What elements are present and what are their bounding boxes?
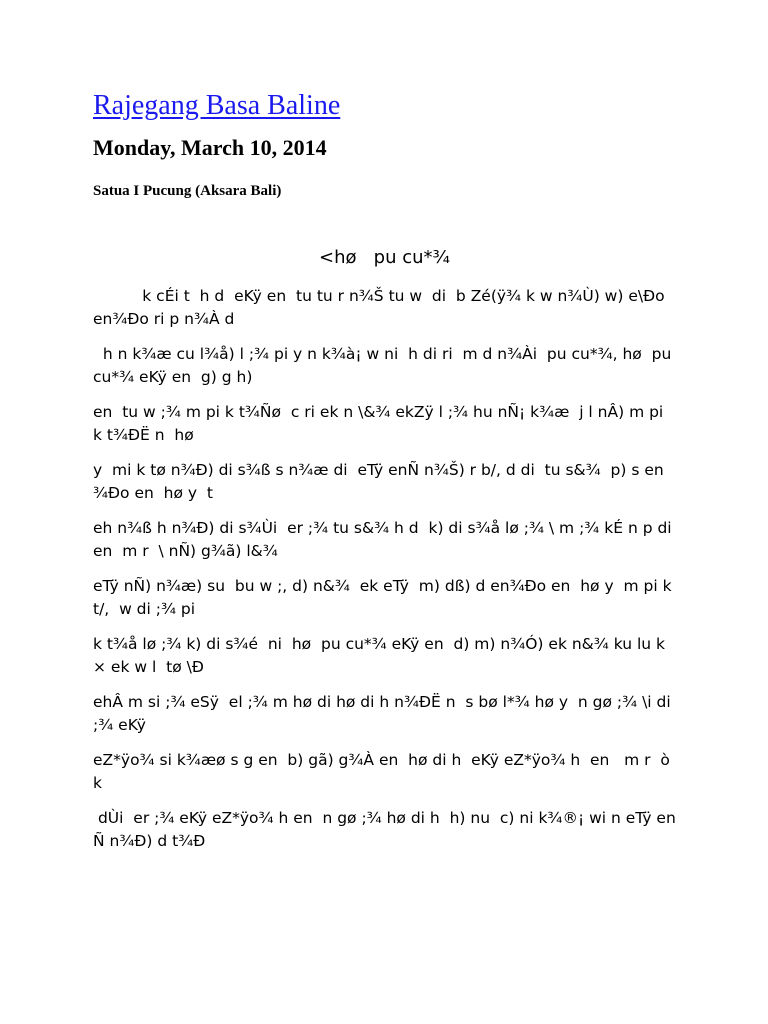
paragraph: y mi k tø n¾Ð) di s¾ß s n¾æ di eTÿ enÑ n¾Š) r b/, d di tu s&¾ p) s en¾Ðo en hø y t bbox=[93, 461, 664, 502]
story-title: <hø pu cu*¾ bbox=[319, 247, 450, 268]
paragraph: k cÉi t h d eKÿ en tu tu r n¾Š tu w di b Zé(ÿ¾ k w n¾Ù) w) e\Ðo en¾Ðo ri p n¾À d bbox=[93, 287, 670, 328]
paragraph: dÙi er ;¾ eKÿ eZ*ÿo¾ h en n gø ;¾ hø di h h) nu c) ni k¾®¡ wi n eTÿ enÑ n¾Ð) d t¾Ð bbox=[93, 809, 676, 850]
post-title: Satua I Pucung (Aksara Bali) bbox=[93, 183, 282, 199]
paragraph: h n k¾æ cu l¾å) l ;¾ pi y n k¾à¡ w ni h di ri m d n¾Ài pu cu*¾, hø pu cu*¾ eKÿ en g) g h) bbox=[93, 345, 677, 386]
paragraph: ehÂ m si ;¾ eSÿ el ;¾ m hø di hø di h n¾ÐË n s bø l*¾ hø y n gø ;¾ \i di ;¾ eKÿ bbox=[93, 693, 676, 734]
blog-title-link[interactable]: Rajegang Basa Baline bbox=[93, 90, 341, 121]
paragraph: en tu w ;¾ m pi k t¾Ñø c ri ek n \&¾ ekZÿ l ;¾ hu nÑ¡ k¾æ j l nÂ) m pi k t¾ÐË n hø bbox=[93, 403, 669, 444]
paragraph: eh n¾ß h n¾Ð) di s¾Ùi er ;¾ tu s&¾ h d k) di s¾å lø ;¾ \ m ;¾ kÉ n p di en m r \ nÑ) g¾ã) l&¾ bbox=[93, 519, 677, 560]
post-date: Monday, March 10, 2014 bbox=[93, 135, 327, 160]
post-body bbox=[93, 285, 676, 853]
paragraph: eTÿ nÑ) n¾æ) su bu w ;, d) n&¾ ek eTÿ m) dß) d en¾Ðo en hø y m pi k t/, w di ;¾ pi bbox=[93, 577, 677, 618]
paragraph: eZ*ÿo¾ si k¾æø s g en b) gã) g¾À en hø di h eKÿ eZ*ÿo¾ h en m r ò k bbox=[93, 751, 675, 792]
paragraph: k t¾å lø ;¾ k) di s¾é ni hø pu cu*¾ eKÿ en d) m) n¾Ó) ek n&¾ ku lu k× ek w l tø \Ð bbox=[93, 635, 665, 676]
